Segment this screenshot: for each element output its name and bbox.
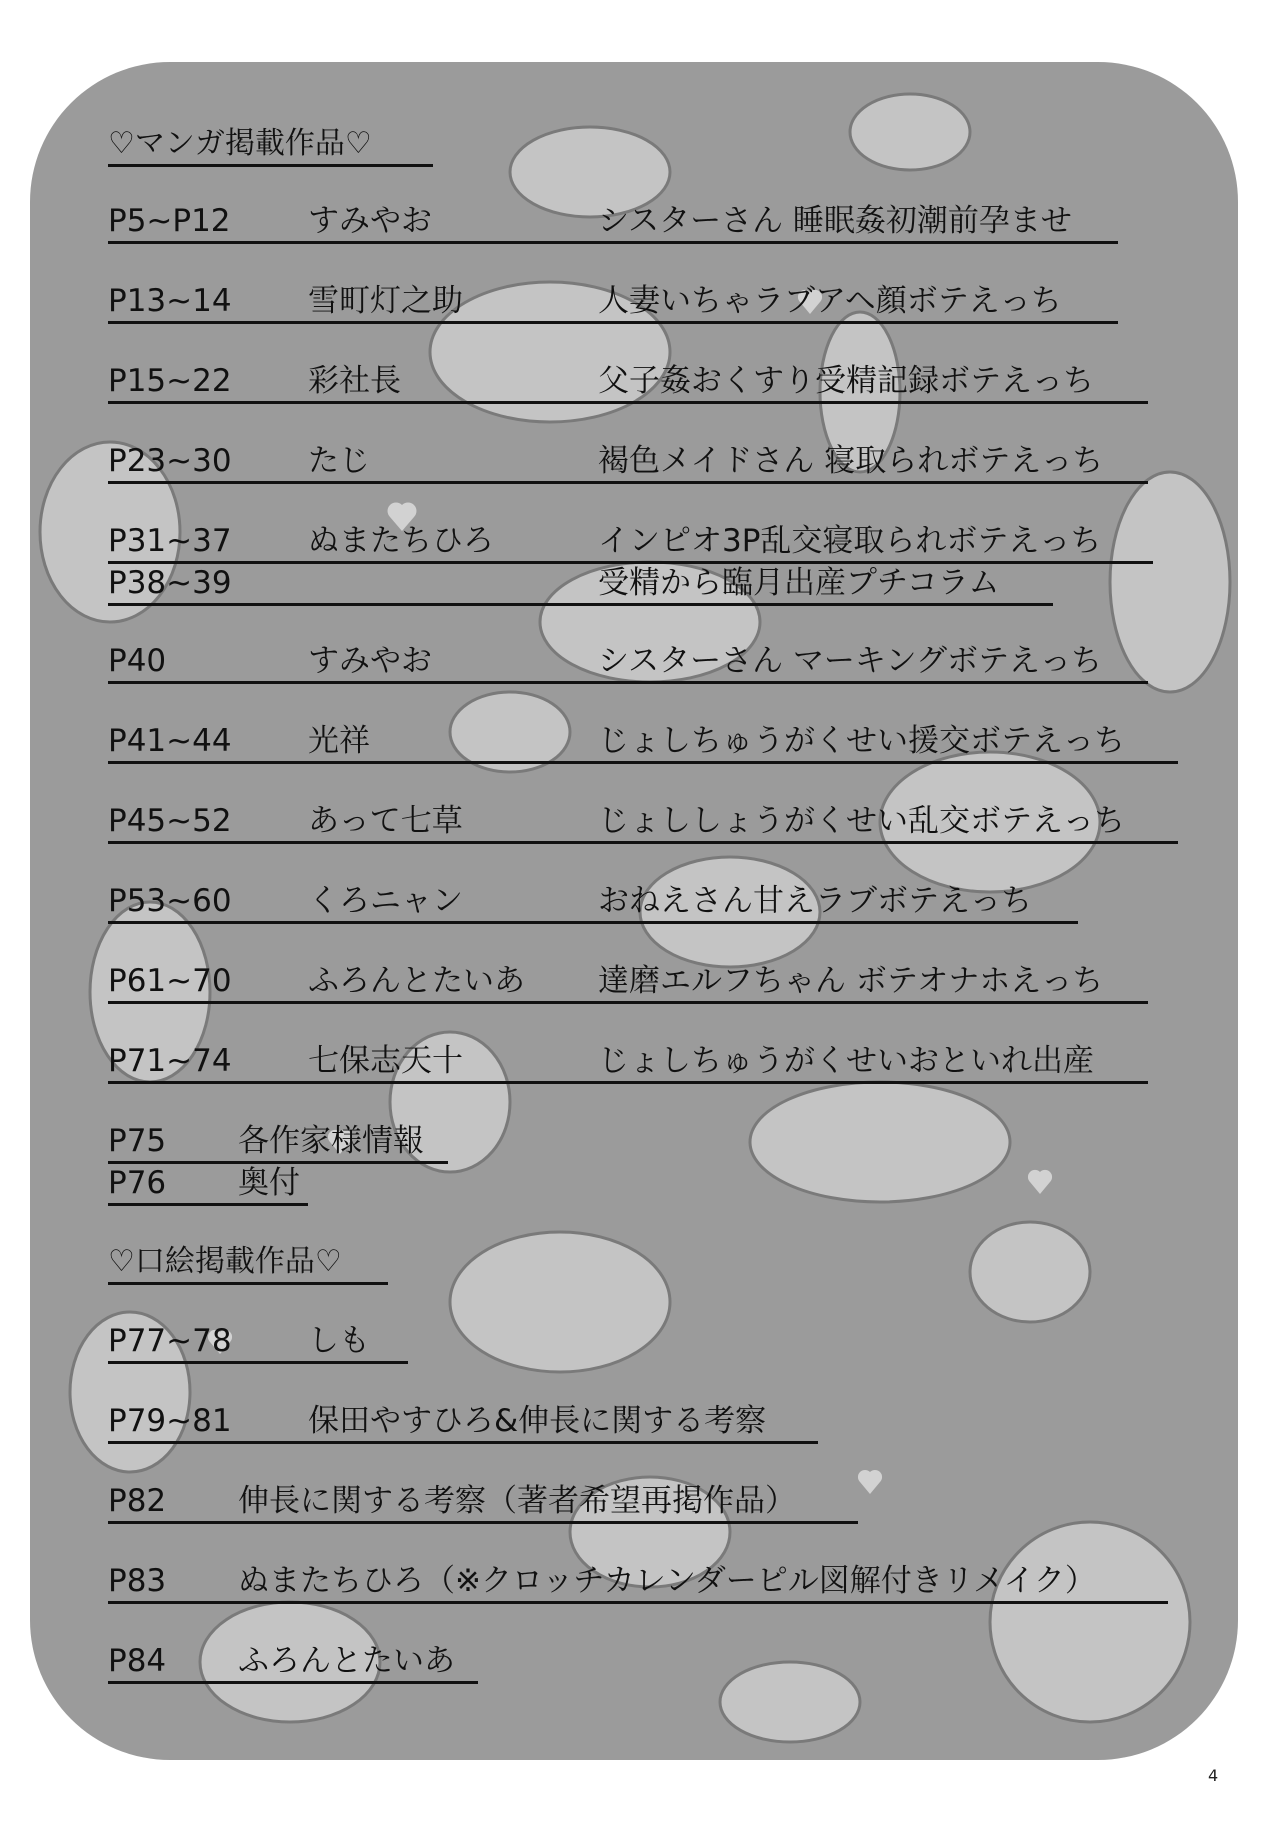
author-name: 彩社長 xyxy=(308,363,401,399)
toc-row xyxy=(108,518,1101,560)
work-title: じょしちゅうがくせい援交ボテえっち xyxy=(598,723,1125,759)
author-name: すみやお xyxy=(308,203,432,239)
page-range: P15~22 xyxy=(108,363,232,399)
page-range: P23~30 xyxy=(108,443,232,479)
work-title: 伸長に関する考察（著者希望再掲作品） xyxy=(238,1483,796,1519)
page-range: P75 xyxy=(108,1123,167,1159)
author-name: 七保志天十 xyxy=(308,1043,463,1079)
page-range: P76 xyxy=(108,1165,167,1201)
kuchie-row xyxy=(108,1478,796,1520)
author-name: 雪町灯之助 xyxy=(308,283,463,319)
page-range: P77~78 xyxy=(108,1323,232,1359)
work-title: 人妻いちゃラブアヘ顔ボテえっち xyxy=(598,283,1062,319)
author-name: くろニャン xyxy=(308,883,463,919)
work-title: 保田やすひろ&伸長に関する考察 xyxy=(308,1403,767,1439)
kuchie-section-heading: ♡口絵掲載作品♡ xyxy=(108,1243,342,1281)
work-title: 達磨エルフちゃん ボテオナホえっち xyxy=(598,963,1104,999)
page-range: P31~37 xyxy=(108,523,232,559)
page-range: P53~60 xyxy=(108,883,232,919)
toc-row xyxy=(108,798,1125,840)
page-number: 4 xyxy=(1208,1766,1219,1785)
page-range: P13~14 xyxy=(108,283,232,319)
author-name: ぬまたちひろ xyxy=(308,523,494,559)
page-range: P82 xyxy=(108,1483,167,1519)
page-range: P5~P12 xyxy=(108,203,231,239)
toc-row xyxy=(108,958,1103,1000)
work-title: 褐色メイドさん 寝取られボテえっち xyxy=(598,443,1104,479)
page-range: P40 xyxy=(108,643,167,679)
page-range: P45~52 xyxy=(108,803,232,839)
toc-row xyxy=(108,878,1032,920)
kuchie-row xyxy=(108,1318,370,1360)
work-title: しも xyxy=(308,1323,370,1359)
work-title: シスターさん マーキングボテえっち xyxy=(598,643,1102,679)
toc-row xyxy=(108,198,1072,240)
work-title: じょししょうがくせい乱交ボテえっち xyxy=(598,803,1125,839)
toc-row xyxy=(108,638,1102,680)
toc-row xyxy=(108,438,1103,480)
section-title: 奥付 xyxy=(238,1165,300,1201)
author-name: たじ xyxy=(308,443,370,479)
page-range: P83 xyxy=(108,1563,167,1599)
info-row xyxy=(108,1118,424,1160)
toc-row xyxy=(108,278,1062,320)
work-title: ぬまたちひろ（※クロッチカレンダーピル図解付きリメイク） xyxy=(238,1563,1096,1599)
page-range: P38~39 xyxy=(108,565,232,601)
page-range: P61~70 xyxy=(108,963,232,999)
page-range: P79~81 xyxy=(108,1403,232,1439)
section-title: 各作家様情報 xyxy=(238,1123,424,1159)
kuchie-row xyxy=(108,1398,766,1440)
work-title: 受精から臨月出産プチコラム xyxy=(598,565,1000,601)
work-title: インピオ3P乱交寝取られボテえっち xyxy=(598,523,1102,559)
manga-section-heading: ♡マンガ掲載作品♡ xyxy=(108,125,372,163)
page-range: P41~44 xyxy=(108,723,232,759)
toc-row xyxy=(108,358,1094,400)
toc-row xyxy=(108,560,999,602)
toc-row xyxy=(108,1038,1094,1080)
kuchie-row xyxy=(108,1558,1096,1600)
info-row xyxy=(108,1160,300,1202)
work-title: じょしちゅうがくせいおといれ出産 xyxy=(598,1043,1094,1079)
toc-row xyxy=(108,718,1125,760)
author-name: あって七草 xyxy=(308,803,463,839)
work-title: おねえさん甘えラブボテえっち xyxy=(598,883,1032,919)
kuchie-row xyxy=(108,1638,455,1680)
work-title: 父子姦おくすり受精記録ボテえっち xyxy=(598,363,1094,399)
page-range: P71~74 xyxy=(108,1043,232,1079)
work-title: シスターさん 睡眠姦初潮前孕ませ xyxy=(598,203,1072,239)
author-name: すみやお xyxy=(308,643,432,679)
page-range: P84 xyxy=(108,1643,167,1679)
author-name: ふろんとたいあ xyxy=(308,963,525,999)
work-title: ふろんとたいあ xyxy=(238,1643,455,1679)
author-name: 光祥 xyxy=(308,723,370,759)
